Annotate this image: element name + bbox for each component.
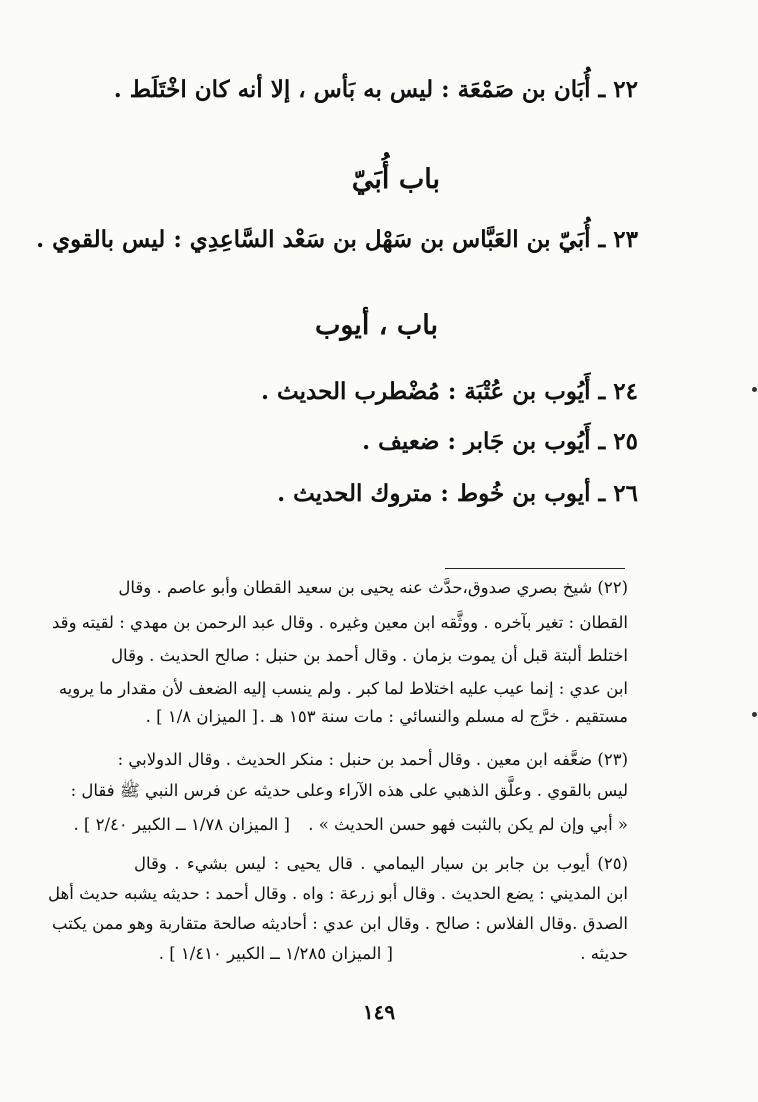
footnote-23-line-2: ليس بالقوي . وعلَّق الذهبي على هذه الآراء وعلى حديثه عن فرس النبي ﷺ فقال : (70, 781, 628, 800)
footnote-25-line-4: حديثه . (580, 944, 628, 963)
footnote-25-line-1: (٢٥) أيوب بن جابر بن سيار اليمامي . قال يحيى : ليس بشيء . وقال (134, 854, 628, 873)
entry-23: ٢٣ ـ أُبَيّ بن العَبَّاس بن سَهْل بن سَعْد السَّاعِدِي : ليس بالقوي . (36, 226, 638, 253)
section-heading-ubayy: باب أُبَيّ (351, 164, 440, 195)
entry-22: ٢٢ ـ أُبَان بن صَمْعَة : ليس به بَأس ، إلا أنه كان اخْتَلَط . (113, 76, 638, 103)
footnote-23-line-1: (٢٣) ضعَّفه ابن معين . وقال أحمد بن حنبل : منكر الحديث . وقال الدولابي : (117, 750, 628, 769)
scan-speck (752, 712, 757, 717)
footnote-22-line-3: اختلط ألبتة قبل أن يموت بزمان . وقال أحمد بن حنبل : صالح الحديث . وقال (111, 646, 628, 665)
section-heading-ayyub: باب ، أيوب (314, 310, 438, 341)
footnote-25-line-3: الصدق .وقال الفلاس : صالح . وقال ابن عدي : أحاديثه صالحة متقاربة وهو ممن يكتب (52, 914, 628, 933)
footnote-22-line-4: ابن عدي : إنما عيب عليه اختلاط لما كبر . ولم ينسب إليه الضعف لأن مقدار ما يرويه (58, 679, 628, 698)
footnote-22-reference: [ الميزان ١/٨ ] . (145, 707, 258, 726)
footnote-22-line-1: (٢٢) شيخ بصري صدوق،حدَّث عنه يحيى بن سعيد القطان وأبو عاصم . وقال (118, 578, 628, 597)
footnote-25-reference: [ الميزان ١/٢٨٥ ــ الكبير ١/٤١٠ ] . (158, 944, 393, 963)
footnote-23-line-3: « أبي وإن لم يكن بالثبت فهو حسن الحديث » . (308, 815, 628, 834)
footnote-22-line-2: القطان : تغير بآخره . ووثَّقه ابن معين وغيره . وقال عبد الرحمن بن مهدي : لقيته وقد (52, 613, 628, 632)
entry-24: ٢٤ ـ أَيُوب بن عُتْبَة : مُضْطرب الحديث . (261, 378, 638, 405)
footnote-22-line-5: مستقيم . خرَّج له مسلم والنسائي : مات سنة ١٥٣ هـ . (259, 707, 628, 726)
footnote-25-line-2: ابن المديني : يضع الحديث . وقال أبو زرعة : واه . وقال أحمد : حديثه يشبه حديث أهل (48, 884, 628, 903)
entry-26: ٢٦ ـ أيوب بن خُوط : متروك الحديث . (277, 480, 638, 507)
footnote-23-reference: [ الميزان ١/٧٨ ــ الكبير ٢/٤٠ ] . (73, 815, 290, 834)
footnote-separator (445, 568, 625, 569)
scan-speck (752, 387, 757, 392)
page-number: ١٤٩ (362, 1000, 396, 1024)
entry-25: ٢٥ ـ أَيُوب بن جَابر : ضعيف . (362, 428, 638, 455)
